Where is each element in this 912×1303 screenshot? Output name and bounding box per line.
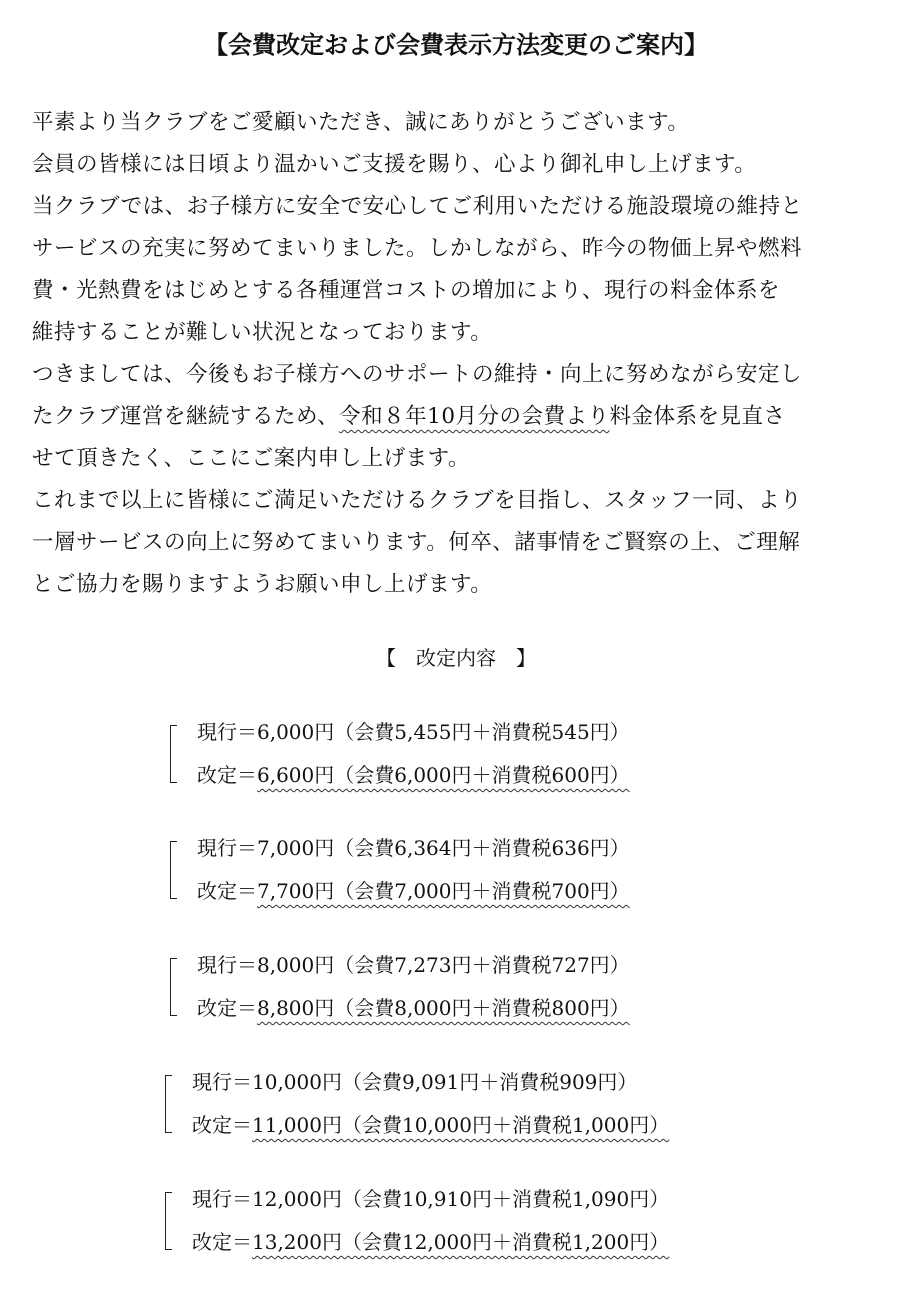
current-fee-value: 10,000円（会費9,091円＋消費税909円）	[252, 1070, 638, 1094]
current-label: 現行＝	[197, 836, 257, 860]
current-fee-value: 6,000円（会費5,455円＋消費税545円）	[257, 720, 630, 744]
revised-fee-value: 11,000円（会費10,000円＋消費税1,000円）	[252, 1113, 670, 1137]
paragraph-line: 平素より当クラブをご愛顧いただき、誠にありがとうございます。	[32, 110, 690, 135]
revised-label: 改定＝	[192, 1113, 252, 1137]
bracket-mark	[170, 958, 177, 1016]
current-fee	[197, 833, 630, 863]
revised-label: 改定＝	[197, 996, 257, 1020]
paragraph-line: 会員の皆様には日頃より温かいご支援を賜り、心より御礼申し上げます。	[32, 152, 757, 177]
page-title: 【会費改定および会費表示方法変更のご案内】	[204, 30, 708, 59]
revised-fee	[192, 1110, 669, 1140]
bracket-mark	[170, 725, 177, 783]
paragraph-line: 当クラブでは、お子様方に安全で安心してご利用いただける施設環境の維持と	[32, 194, 803, 219]
current-fee	[197, 950, 630, 980]
bracket-mark	[170, 841, 177, 899]
notice-body	[32, 102, 882, 606]
line-text: たクラブ運営を継続するため、	[32, 404, 340, 429]
revised-label: 改定＝	[192, 1230, 252, 1254]
revised-fee-value: 8,800円（会費8,000円＋消費税800円）	[257, 996, 630, 1020]
revised-fee-value: 7,700円（会費7,000円＋消費税700円）	[257, 879, 630, 903]
revised-fee	[192, 1227, 669, 1257]
current-label: 現行＝	[197, 953, 257, 977]
current-fee	[192, 1067, 637, 1097]
current-fee-value: 12,000円（会費10,910円＋消費税1,090円）	[252, 1187, 670, 1211]
current-label: 現行＝	[192, 1070, 252, 1094]
revised-fee-value: 6,600円（会費6,000円＋消費税600円）	[257, 763, 630, 787]
paragraph-line: これまで以上に皆様にご満足いただけるクラブを目指し、スタッフ一同、より	[32, 488, 803, 513]
section-heading: 【 改定内容 】	[376, 646, 536, 670]
paragraph-line: 一層サービスの向上に努めてまいります。何卒、諸事情をご賢察の上、ご理解	[32, 530, 801, 555]
current-label: 現行＝	[197, 720, 257, 744]
bracket-mark	[165, 1192, 172, 1250]
current-label: 現行＝	[192, 1187, 252, 1211]
current-fee	[197, 717, 630, 747]
effective-date-emphasis: 令和８年10月分の会費より	[339, 404, 610, 429]
line-text: 料金体系を見直さ	[609, 404, 786, 429]
paragraph-line: 維持することが難しい状況となっております。	[32, 320, 493, 345]
paragraph-line: とご協力を賜りますようお願い申し上げます。	[32, 572, 493, 597]
revised-fee-value: 13,200円（会費12,000円＋消費税1,200円）	[252, 1230, 670, 1254]
current-fee	[192, 1184, 669, 1214]
paragraph-line-effective-date	[32, 396, 882, 438]
revised-label: 改定＝	[197, 879, 257, 903]
revised-fee	[197, 993, 630, 1023]
paragraph-line: 費・光熱費をはじめとする各種運営コストの増加により、現行の料金体系を	[32, 278, 781, 303]
bracket-mark	[165, 1075, 172, 1133]
current-fee-value: 8,000円（会費7,273円＋消費税727円）	[257, 953, 630, 977]
current-fee-value: 7,000円（会費6,364円＋消費税636円）	[257, 836, 630, 860]
paragraph-line: せて頂きたく、ここにご案内申し上げます。	[32, 446, 470, 471]
paragraph-line: つきましては、今後もお子様方へのサポートの維持・向上に努めながら安定し	[32, 362, 803, 387]
revised-fee	[197, 760, 630, 790]
paragraph-line: サービスの充実に努めてまいりました。しかしながら、昨今の物価上昇や燃料	[32, 236, 803, 261]
revised-label: 改定＝	[197, 763, 257, 787]
revised-fee	[197, 876, 630, 906]
